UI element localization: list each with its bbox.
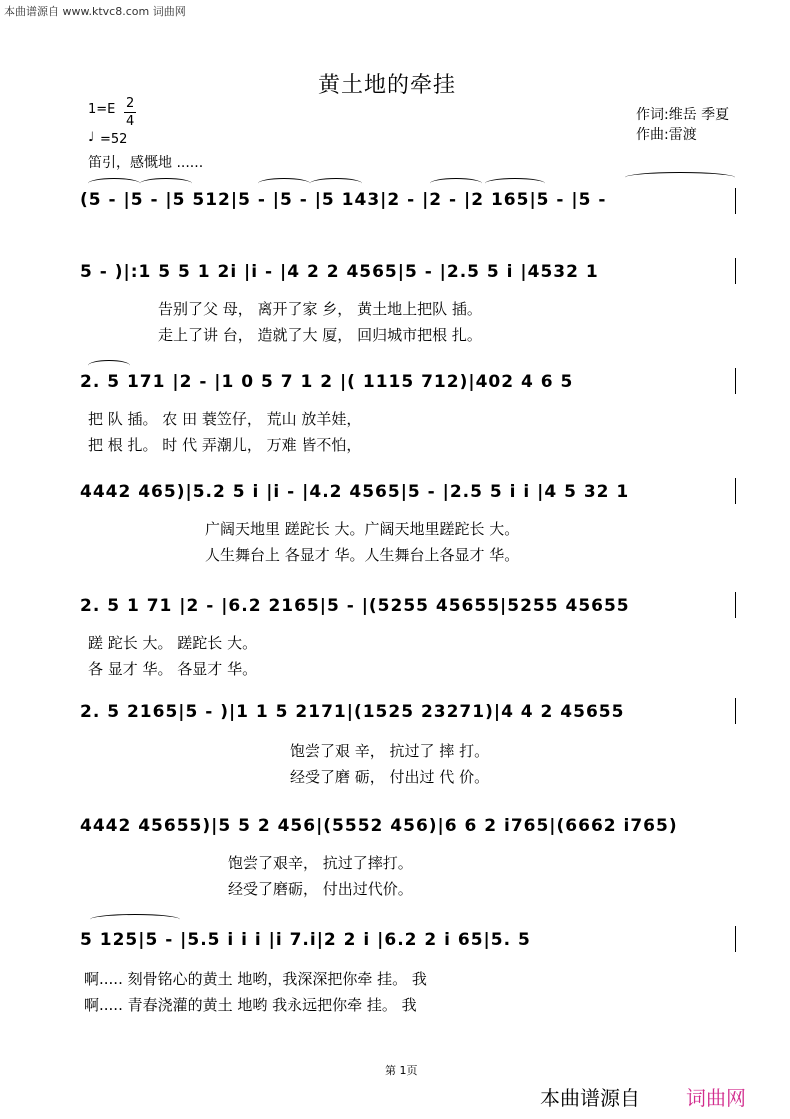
- notation-line: 2. 5 1 71 |2 - |6.2 2165|5 - |(5255 45655|5255 45655: [80, 596, 630, 616]
- lyric-verse-2: 经受了磨砺， 付出过代价。: [228, 880, 413, 898]
- notation-line: 2. 5 2165|5 - )|1 1 5 2171|(1525 23271)|4 4 2 45655: [80, 702, 625, 722]
- notation-line: 5 125|5 - |5.5 i i i |i 7.i|2 2 i |6.2 2 i 65|5. 5: [80, 930, 531, 950]
- notation-line: 5 - )|:1 5 5 1 2i |i - |4 2 2 4565|5 - |2.5 5 i |4532 1: [80, 262, 599, 282]
- lyric-verse-2: 走上了讲 台， 造就了大 厦， 回归城市把根 扎。: [158, 326, 482, 344]
- notation-line: 2. 5 171 |2 - |1 0 5 7 1 2 |( 1115 712)|402 4 6 5: [80, 372, 574, 392]
- time-signature-numerator: 2: [126, 96, 135, 111]
- tempo-mark: =52: [100, 132, 128, 147]
- lyric-verse-2: 各 显才 华。 各显才 华。: [88, 660, 258, 678]
- lyric-verse-1: 啊..... 刻骨铭心的黄土 地哟，我深深把你牵 挂。 我: [84, 970, 427, 988]
- page-number: 第 1页: [385, 1064, 418, 1077]
- intro-note: 笛引，感慨地 ......: [88, 155, 204, 171]
- lyric-verse-1: 把 队 插。 农 田 蓑笠仔， 荒山 放羊娃，: [88, 410, 362, 428]
- notation-line: 4442 465)|5.2 5 i |i - |4.2 4565|5 - |2.5 5 i i |4 5 32 1: [80, 482, 630, 502]
- lyric-verse-2: 把 根 扎。 时 代 弄潮儿， 万难 皆不怕，: [88, 436, 362, 454]
- time-signature-denominator: 4: [126, 114, 135, 129]
- quarter-note-icon: ♩: [88, 130, 95, 145]
- lyric-verse-1: 广阔天地里 蹉跎长 大。广阔天地里蹉跎长 大。: [205, 520, 520, 538]
- notation-line: 4442 45655)|5 5 2 456|(5552 456)|6 6 2 i765|(6662 i765): [80, 816, 678, 836]
- composer-credit: 作曲:雷渡: [636, 127, 697, 143]
- lyric-verse-1: 告别了父 母， 离开了家 乡， 黄土地上把队 插。: [158, 300, 482, 318]
- lyricist-credit: 作词:维岳 季夏: [636, 107, 730, 123]
- lyric-verse-2: 经受了磨 砺， 付出过 代 价。: [290, 768, 490, 786]
- notation-line: (5 - |5 - |5 512|5 - |5 - |5 143|2 - |2 - |2 165|5 - |5 -: [80, 190, 607, 210]
- site-header: 本曲谱源自 www.ktvc8.com 词曲网: [4, 5, 186, 18]
- brand-text-right[interactable]: 词曲网: [686, 1086, 746, 1110]
- brand-text-left: 本曲谱源自: [540, 1086, 640, 1110]
- lyric-verse-1: 饱尝了艰 辛， 抗过了 摔 打。: [290, 742, 490, 760]
- lyric-verse-2: 啊..... 青春浇灌的黄土 地哟 我永远把你牵 挂。 我: [84, 996, 417, 1014]
- lyric-verse-2: 人生舞台上 各显才 华。人生舞台上各显才 华。: [205, 546, 520, 564]
- lyric-verse-1: 饱尝了艰辛， 抗过了摔打。: [228, 854, 413, 872]
- song-title: 黄土地的牵挂: [318, 73, 457, 98]
- lyric-verse-1: 蹉 跎长 大。 蹉跎长 大。: [88, 634, 258, 652]
- key-signature: 1=E: [88, 102, 116, 117]
